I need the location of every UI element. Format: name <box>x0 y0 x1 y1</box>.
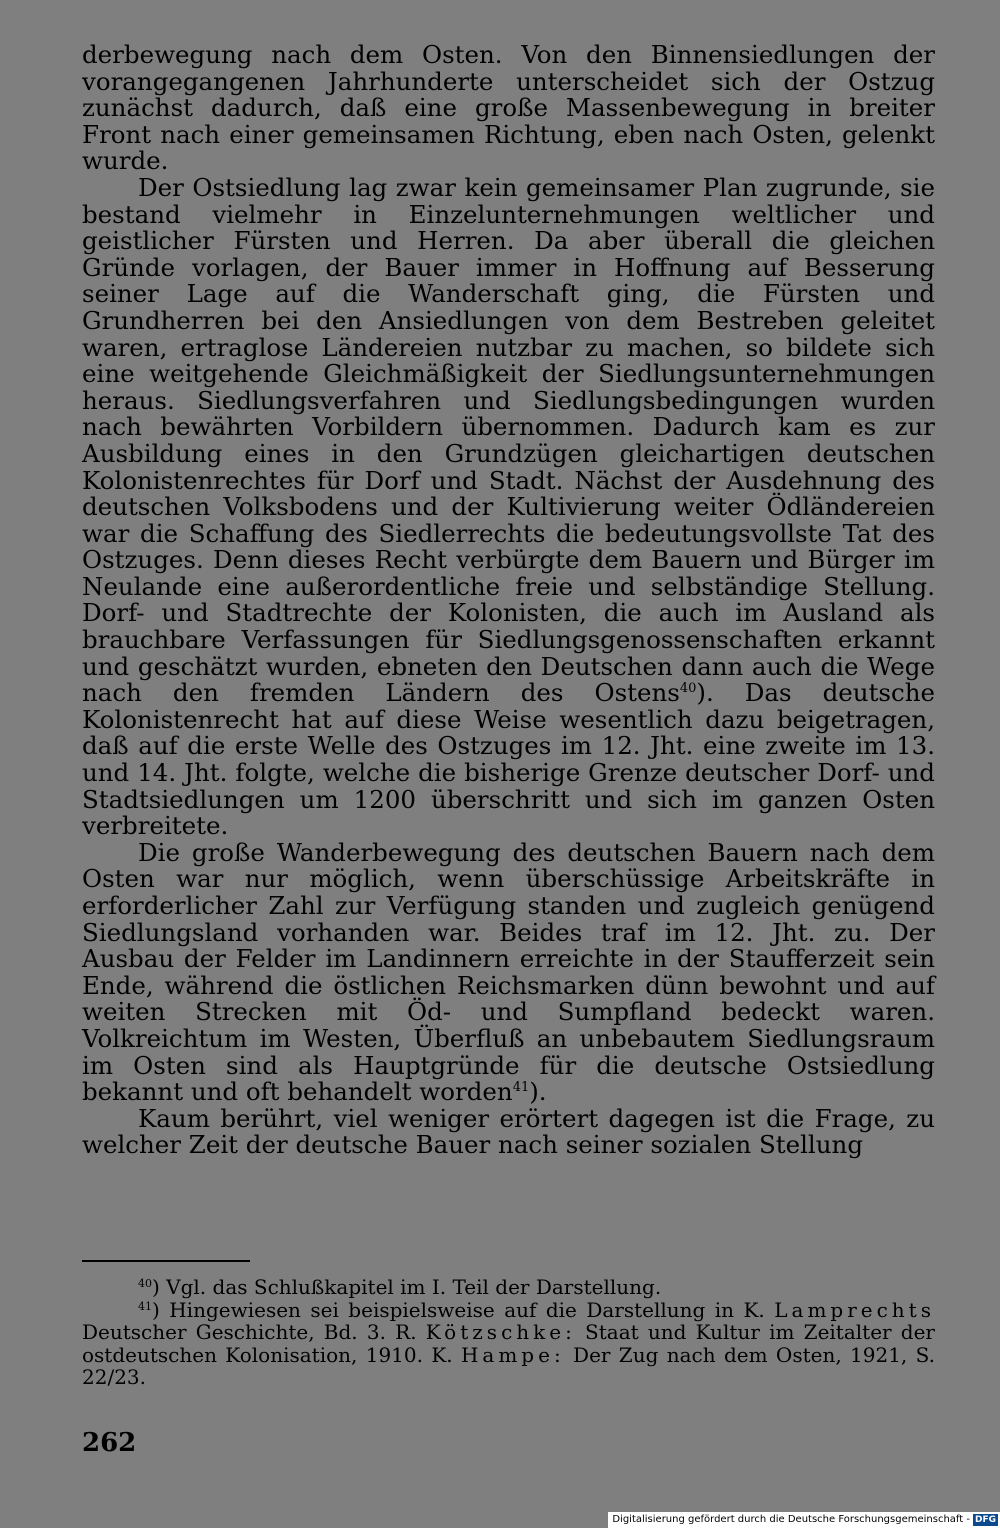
footnote-41-text-b: Deutscher Geschichte, Bd. 3. R. <box>82 1320 426 1344</box>
paragraph-2-text: Der Ostsiedlung lag zwar kein gemeinsamer Plan zugrunde, sie bestand vielmehr in Einzelunternehmungen weltlicher und geistlicher Fürsten und Herren. Da aber überall die gleichen Gründe vorlagen, der Bauer immer in Hoffnung auf Besserung seiner Lage auf die Wanderschaft ging, die Fürsten und Grundherren bei den Ansiedlungen von dem Bestreben geleitet waren, ertraglose Ländereien nutzbar zu machen, so bildete sich eine weitgehende Gleichmäßigkeit der Siedlungsunternehmungen heraus. Siedlungsverfahren und Siedlungsbedingungen wurden nach bewährten Vorbildern übernommen. Dadurch kam es zur Ausbildung eines in den Grundzügen gleichartigen deutschen Kolonistenrechtes für Dorf und Stadt. Nächst der Ausdehnung des deutschen Volksbodens und der Kultivierung weiter Ödländereien war die Schaffung des Siedlerrechts die bedeutungsvollste Tat des Ostzuges. Denn dieses Recht verbürgte dem Bauern und Bürger im Neulande eine außerordentliche freie und selbständige Stellung. Dorf- und Stadtrechte der Kolonisten, die auch im Ausland als brauchbare Verfassungen für Siedlungsgenossenschaften erkannt und geschätzt wurden, ebneten den Deutschen dann auch die Wege nach den fremden Ländern des Ostens <box>82 172 935 708</box>
footnote-40-text: ) Vgl. das Schlußkapitel im I. Teil der Darstellung. <box>152 1275 662 1299</box>
footnote-mark-40: 40 <box>138 1277 152 1290</box>
paragraph-4-text: Kaum berührt, viel weniger erörtert dagegen ist die Frage, zu welcher Zeit der deutsche Bauer nach seiner sozialen Stellung <box>82 1103 935 1160</box>
footnote-41-text-d: Der Zug nach dem Osten, 1921, S. 22/23. <box>82 1342 935 1389</box>
footnote-ref-41[interactable]: 41 <box>512 1080 530 1096</box>
paragraph-1-text: derbewegung nach dem Osten. Von den Binnensiedlungen der vorangegangenen Jahrhunderte unterscheidet sich der Ostzug zunächst dadurch, daß eine große Massenbewegung in breiter Front nach einer gemeinsamen Richtung, eben nach Osten, gelenkt wurde. <box>82 40 935 176</box>
digitization-credit <box>608 1512 1000 1528</box>
paragraph-3-text-cont: ). <box>529 1077 547 1107</box>
footnote-41-text: ) Hingewiesen sei beispielsweise auf die Darstellung in K. <box>152 1297 775 1322</box>
author-koetzschke: Kötzschke: <box>425 1320 576 1344</box>
page-number: 262 <box>82 1428 137 1458</box>
paragraph-3-text: Die große Wanderbewegung des deutschen Bauern nach dem Osten war nur möglich, wenn überschüssige Arbeitskräfte in erforderlicher Zahl zur Verfügung standen und zugleich genügend Siedlungsland vorhanden war. Beides traf im 12. Jht. zu. Der Ausbau der Felder im Landinnern erreichte in der Staufferzeit sein Ende, während die östlichen Reichsmarken dünn bewohnt und auf weiten Strecken mit Öd- und Sumpfland bedeckt waren. Volkreichtum im Westen, Überfluß an unbebautem Siedlungsraum im Osten sind als Hauptgründe für die deutsche Ostsiedlung bekannt und oft behandelt worden <box>82 837 935 1107</box>
footnote-mark-41: 41 <box>138 1299 152 1313</box>
footnote-41 <box>82 1299 935 1389</box>
dfg-logo: DFG <box>974 1515 996 1525</box>
paragraph-4 <box>82 1103 935 1160</box>
footnote-41-text-c: Staat und Kultur im Zeitalter der ostdeutschen Kolonisation, 1910. K. <box>82 1320 935 1367</box>
footnote-divider <box>82 1260 250 1262</box>
author-hampe: Hampe: <box>460 1342 565 1367</box>
credit-text: Digitalisierung gefördert durch die Deutsche Forschungsgemeinschaft - <box>612 1514 970 1525</box>
paragraph-1 <box>82 42 935 175</box>
paragraph-2 <box>82 172 935 841</box>
footnote-40 <box>82 1276 935 1299</box>
footnotes <box>82 1276 935 1389</box>
body-text <box>82 42 935 1159</box>
paragraph-2-text-cont: ). Das deutsche Kolonistenrecht hat auf diese Weise wesentlich dazu beigetragen, daß auf die erste Welle des Ostzuges im 12. Jht. eine zweite im 13. und 14. Jht. folgte, welche die bisherige Grenze deutscher Dorf- und Stadtsiedlungen um 1200 überschritt und sich im ganzen Osten verbreitete. <box>82 678 935 841</box>
author-lamprecht: Lamprechts <box>774 1297 935 1322</box>
footnote-ref-40[interactable]: 40 <box>679 681 697 697</box>
paragraph-3 <box>82 837 935 1107</box>
